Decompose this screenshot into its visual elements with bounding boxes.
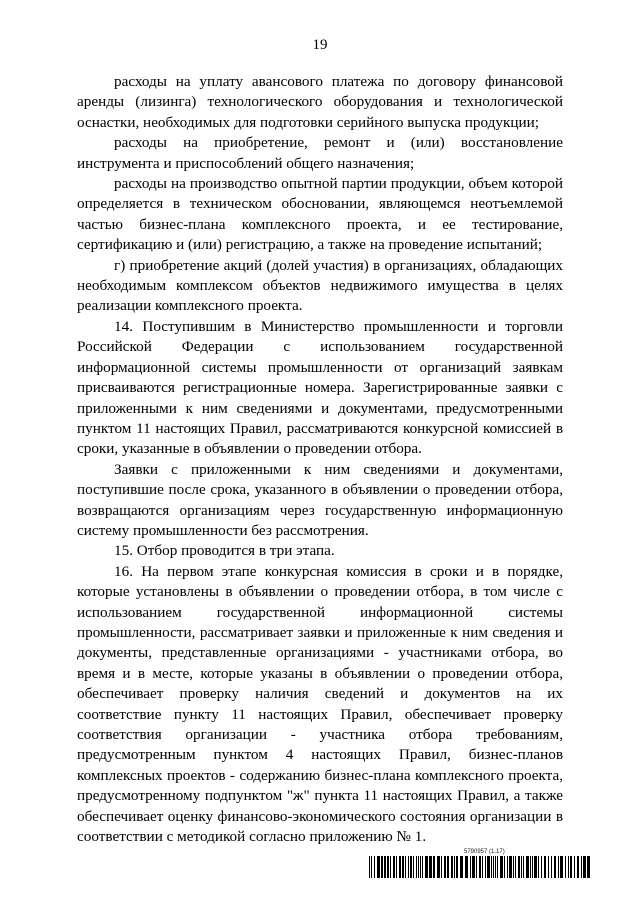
document-body [77, 72, 563, 847]
paragraph: 15. Отбор проводится в три этапа. [114, 542, 335, 560]
paragraph: г) приобретение акций (долей участия) в организациях, обладающих необходимым комплексом объектов недвижимого имущества в целях реализации комплексного проекта. [77, 256, 563, 315]
paragraph: расходы на уплату авансового платежа по договору финансовой аренды (лизинга) технологического оборудования и технологической оснастки, необходимых для подготовки серийного выпуска продукции; [77, 73, 563, 131]
page-number: 19 [312, 37, 328, 53]
paragraph: 16. На первом этапе конкурсная комиссия в сроки и в порядке, которые установлены в объявлении о проведении отбора, в том числе с использованием государственной информационной системы промышленности, рассматривает заявки и приложенные к ним сведения и документы, представленные организациями - участниками отбора, во время и в месте, которые указаны в объявлении о проведении отбора, обеспечивает проверку наличия сведений и документов на их соответствие пункту 11 настоящих Правил, обеспечивает проверку соответствия организации - участника отбора требованиям, предусмотренным пунктом 4 настоящих Правил, бизнес-планов комплексных проектов - содержанию бизнес-плана комплексного проекта, предусмотренному подпунктом "ж" пункта 11 настоящих Правил, а также обеспечивает оценку финансово-экономического состояния организации в соответствии с методикой согласно приложению № 1. [77, 562, 563, 846]
paragraph: расходы на приобретение, ремонт и (или) восстановление инструмента и приспособлений общего назначения; [77, 134, 563, 172]
paragraph: расходы на производство опытной партии продукции, объем которой определяется в техническом обосновании, являющемся неотъемлемой частью бизнес-плана комплексного проекта, и ее тестирование, сертификацию и (или) регистрацию, а также на проведение испытаний; [77, 175, 563, 254]
paragraph: Заявки с приложенными к ним сведениями и документами, поступившие после срока, указанного в объявлении о проведении отбора, возвращаются организациям через государственную информационную систему промышленности без рассмотрения. [77, 460, 563, 539]
document-code: 5790957 (1.17) [464, 849, 505, 855]
barcode-icon [369, 856, 592, 878]
paragraph: 14. Поступившим в Министерство промышленности и торговли Российской Федерации с использованием государственной информационной системы промышленности от организаций заявкам присваиваются регистрационные номера. Зарегистрированные заявки с приложенными к ним сведениями и документами, предусмотренными пунктом 11 настоящих Правил, рассматриваются конкурсной комиссией в сроки, указанные в объявлении о проведении отбора. [77, 317, 563, 458]
